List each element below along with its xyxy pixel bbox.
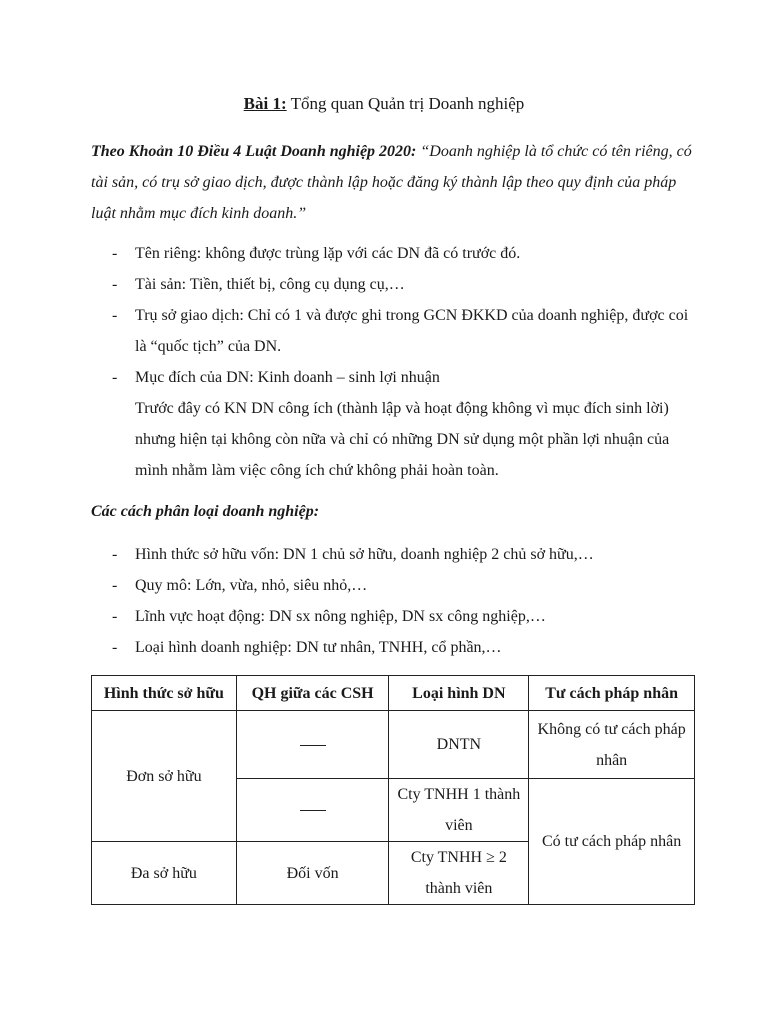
classification-heading: Các cách phân loại doanh nghiệp: (91, 503, 320, 520)
table-cell (389, 842, 529, 905)
type-tnhh-1: Cty TNHH 1 thành viên (397, 786, 521, 834)
has-legal-status: Có tư cách pháp nhân (541, 833, 682, 850)
bullet-mark: - (112, 307, 118, 324)
table-header: Tư cách pháp nhân (529, 676, 695, 711)
table-cell (389, 779, 529, 842)
table-cell (236, 842, 389, 905)
bullet-mark: - (112, 245, 118, 262)
bullet-mark: - (112, 639, 118, 656)
bullet-mark: - (112, 276, 118, 293)
element-list (91, 238, 701, 486)
table-cell (236, 779, 389, 842)
table-row (92, 711, 695, 779)
no-legal-status: Không có tư cách pháp nhân (537, 720, 686, 769)
table-header: Hình thức sở hữu (92, 676, 237, 711)
single-owner-label: Đơn sở hữu (126, 767, 202, 785)
type-tnhh-2: Cty TNHH ≥ 2 thành viên (410, 849, 507, 897)
classification-list (91, 539, 701, 663)
list-item-text: Tài sản: Tiền, thiết bị, công cụ dụng cụ,… (135, 276, 405, 293)
bullet-mark: - (112, 369, 118, 386)
table-header: QH giữa các CSH (236, 676, 389, 711)
list-item-text: Tên riêng: không được trùng lặp với các DN đã có trước đó. (135, 245, 521, 262)
type-dntn: DNTN (436, 736, 482, 753)
list-item-text: Lĩnh vực hoạt động: DN sx nông nghiệp, DN sx công nghiệp,… (135, 608, 546, 625)
list-item-text: Trụ sở giao dịch: Chỉ có 1 và được ghi trong GCN ĐKKD của doanh nghiệp, được coi là “quốc tịch” của DN. (135, 307, 689, 355)
list-item-text: Loại hình doanh nghiệp: DN tư nhân, TNHH, cổ phần,… (135, 639, 502, 656)
bullet-mark: - (112, 608, 118, 625)
table-cell (389, 711, 529, 779)
table-cell (529, 779, 695, 905)
relation-capital: Đối vốn (286, 864, 339, 882)
empty-dash (300, 745, 326, 746)
table-header-row (92, 676, 695, 711)
lesson-title: Tổng quan Quản trị Doanh nghiệp (286, 94, 525, 113)
table-cell (529, 711, 695, 779)
ownership-table (91, 675, 695, 905)
bullet-mark: - (112, 577, 118, 594)
list-item (91, 601, 701, 632)
list-item (91, 539, 701, 570)
table-cell (236, 711, 389, 779)
page-title (0, 94, 768, 114)
list-item (91, 269, 701, 300)
list-item (91, 632, 701, 663)
definition-paragraph (91, 136, 701, 229)
table-cell (92, 711, 237, 842)
lesson-label: Bài 1: (243, 94, 287, 113)
table-cell (92, 842, 237, 905)
purpose-note: Trước đây có KN DN công ích (thành lập và hoạt động không vì mục đích sinh lời) nhưng hiện tại không còn nữa và chỉ có những DN sử dụng một phần lợi nhuận của mình nhằm làm việc công ích chứ không phải hoàn toàn. (135, 400, 670, 479)
list-item (91, 300, 701, 362)
list-item-text: Quy mô: Lớn, vừa, nhỏ, siêu nhỏ,… (135, 577, 368, 594)
bullet-mark: - (112, 546, 118, 563)
empty-dash (300, 810, 326, 811)
list-item (91, 238, 701, 269)
definition-quote: “Doanh nghiệp là tổ chức có tên riêng, có tài sản, có trụ sở giao dịch, được thành lập hoặc đăng ký thành lập theo quy định của pháp luật nhằm mục đích kinh doanh.” (91, 143, 692, 222)
list-item (91, 362, 701, 486)
multi-owner-label: Đa sở hữu (130, 864, 197, 882)
list-item-text: Mục đích của DN: Kinh doanh – sinh lợi nhuận (135, 369, 440, 386)
table-header: Loại hình DN (389, 676, 529, 711)
list-item (91, 570, 701, 601)
definition-source: Theo Khoản 10 Điều 4 Luật Doanh nghiệp 2020: (91, 143, 417, 160)
list-item-text: Hình thức sở hữu vốn: DN 1 chủ sở hữu, doanh nghiệp 2 chủ sở hữu,… (135, 546, 594, 563)
